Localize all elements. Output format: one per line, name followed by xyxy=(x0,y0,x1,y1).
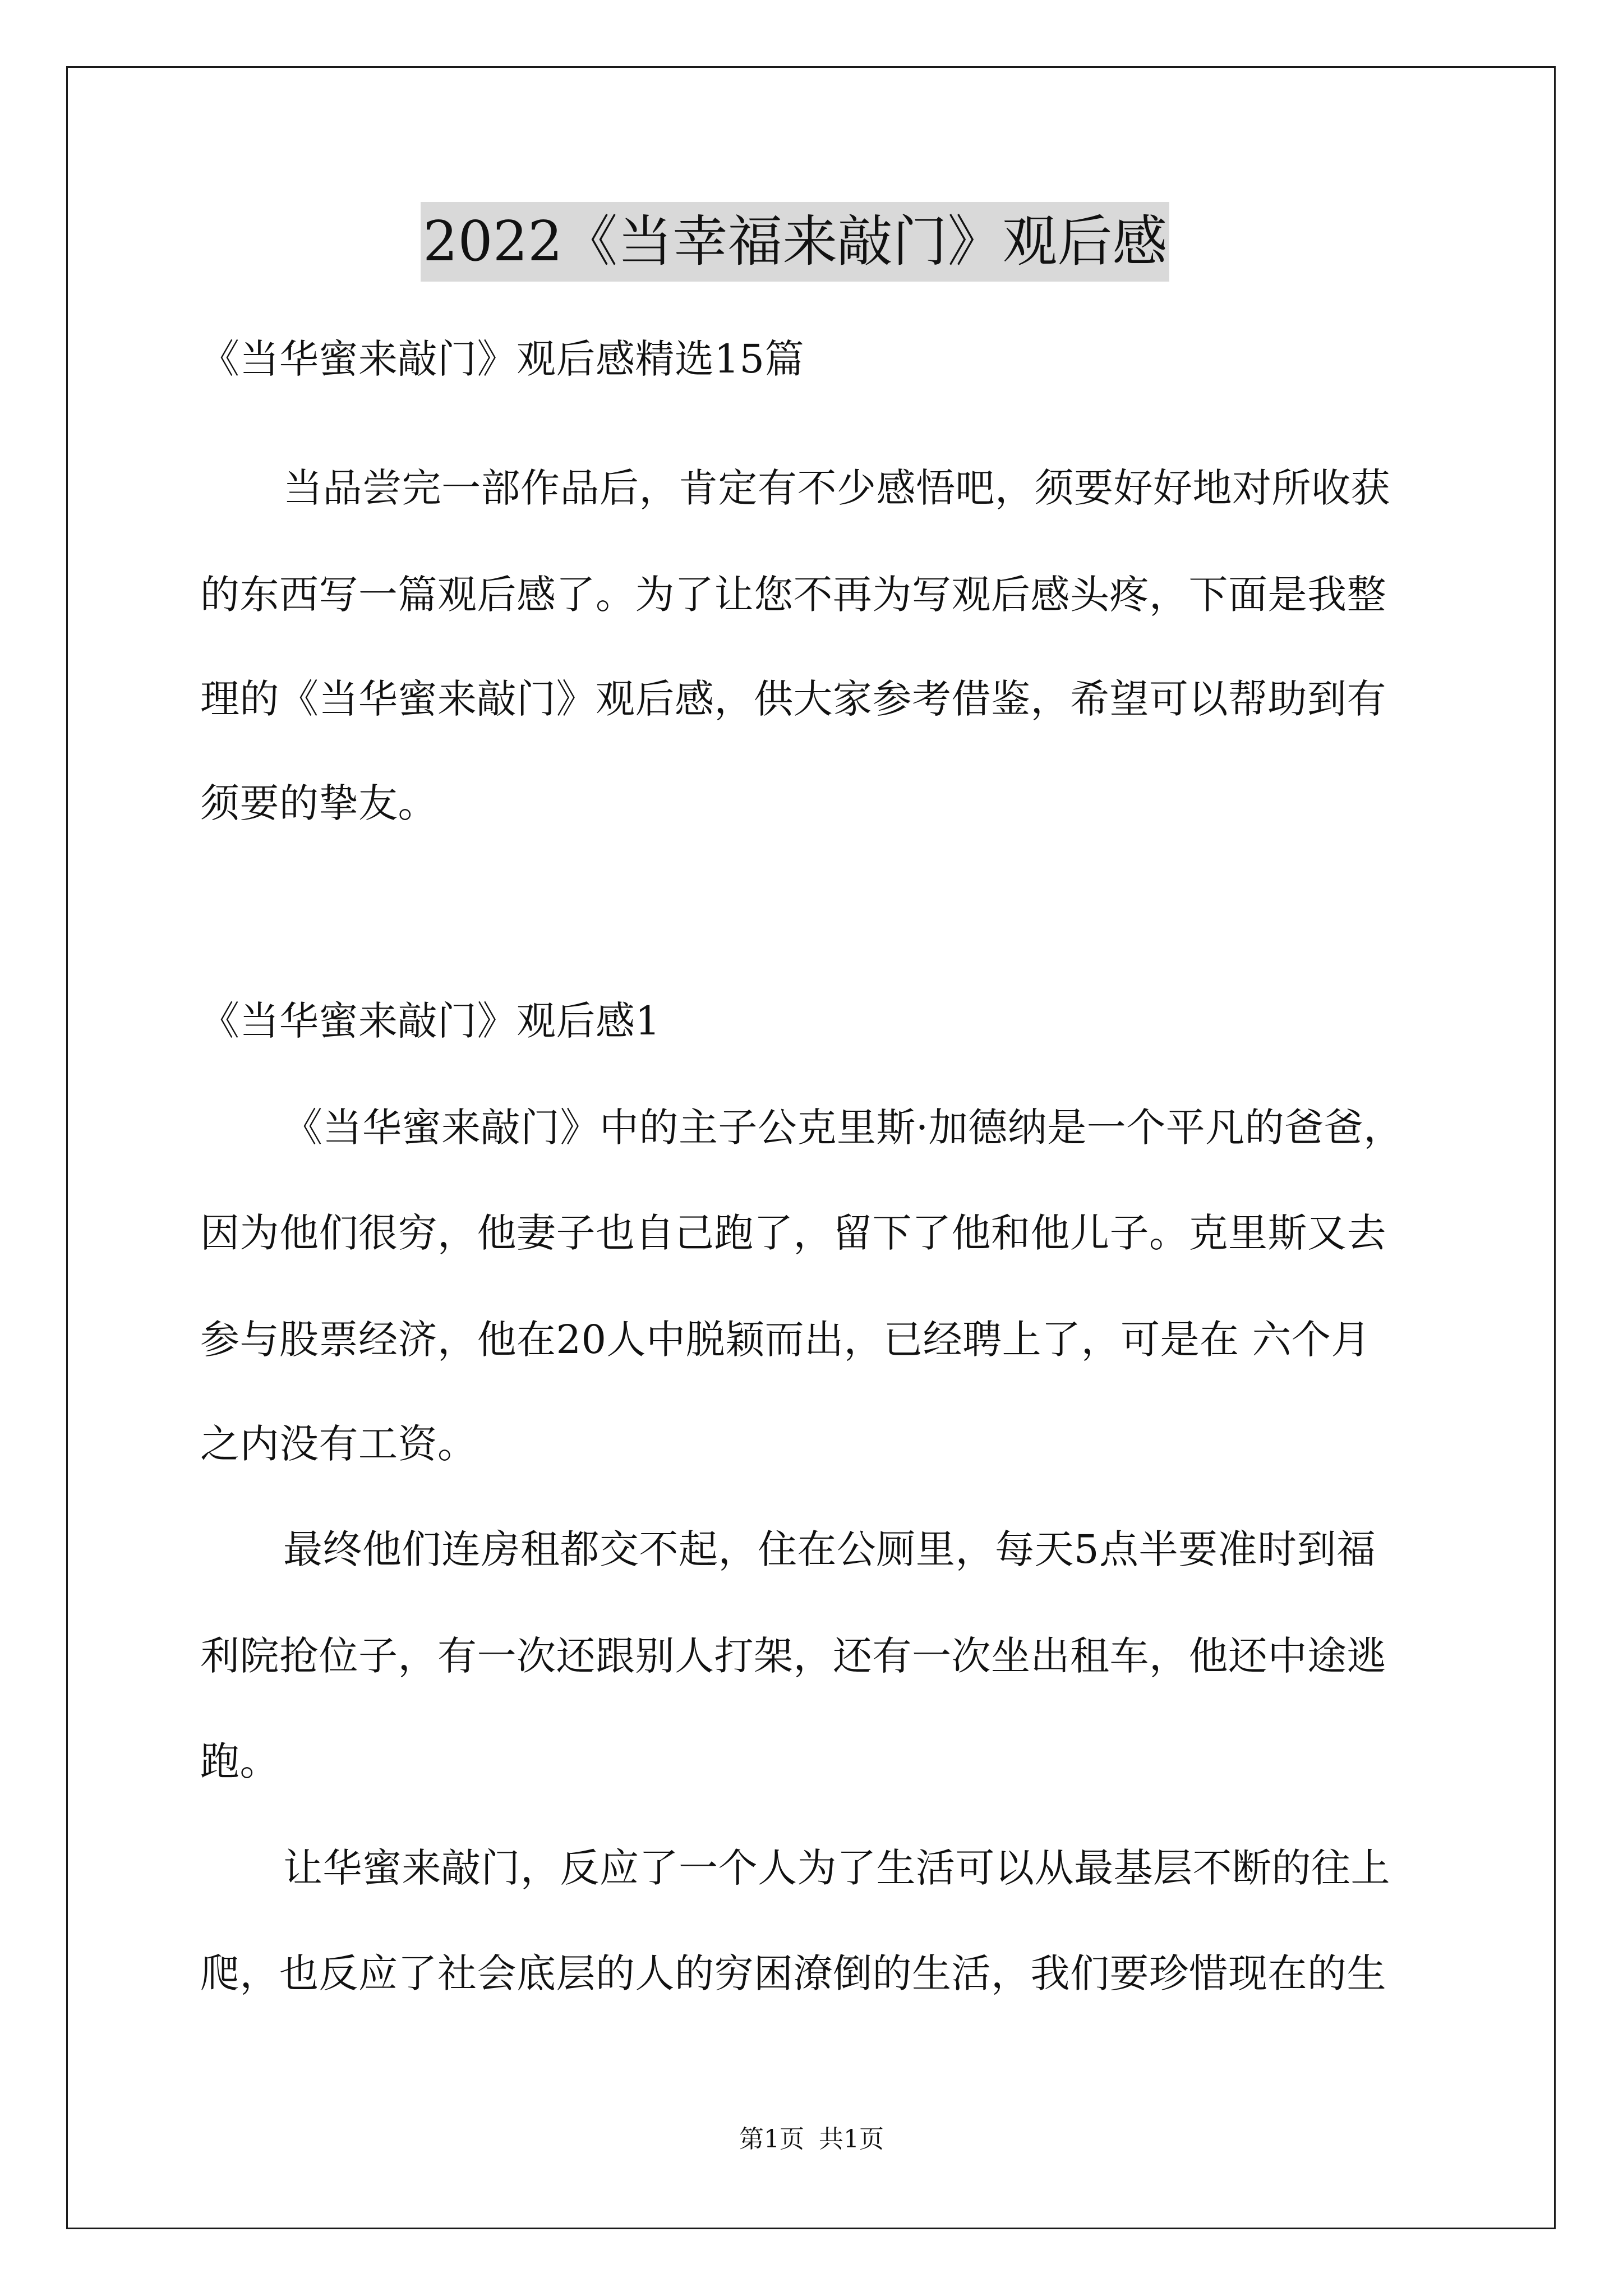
page-footer xyxy=(0,2123,1623,2156)
section-heading: 《当华蜜来敲门》观后感1 xyxy=(200,998,661,1044)
intro-line: 理的《当华蜜来敲门》观后感，供大家参考借鉴，希望可以帮助到有 xyxy=(200,676,1386,722)
document-title: 2022《当幸福来敲门》观后感 xyxy=(421,202,1169,282)
paragraph-line: 最终他们连房租都交不起，住在公厕里，每天5点半要准时到福 xyxy=(283,1526,1376,1572)
paragraph-line: 让华蜜来敲门，反应了一个人为了生活可以从最基层不断的往上 xyxy=(283,1845,1390,1891)
page-total: 共1页 xyxy=(819,2125,884,2154)
intro-line: 的东西写一篇观后感了。为了让您不再为写观后感头疼，下面是我整 xyxy=(200,572,1386,618)
paragraph-line: 《当华蜜来敲门》中的主子公克里斯·加德纳是一个平凡的爸爸， xyxy=(283,1105,1403,1151)
paragraph-line: 因为他们很穷，他妻子也自己跑了，留下了他和他儿子。克里斯又去 xyxy=(200,1210,1386,1256)
intro-line: 须要的挚友。 xyxy=(200,780,437,826)
document-subtitle: 《当华蜜来敲门》观后感精选15篇 xyxy=(200,336,805,382)
paragraph-line: 参与股票经济，他在20人中脱颖而出，已经聘上了，可是在 六个月 xyxy=(200,1317,1371,1363)
paragraph-line: 跑。 xyxy=(200,1738,279,1784)
paragraph-line: 利院抢位子，有一次还跟别人打架，还有一次坐出租车，他还中途逃 xyxy=(200,1633,1386,1679)
intro-line: 当品尝完一部作品后，肯定有不少感悟吧，须要好好地对所收获 xyxy=(283,465,1390,511)
page-number: 第1页 xyxy=(739,2125,804,2154)
paragraph-line: 爬，也反应了社会底层的人的穷困潦倒的生活，我们要珍惜现在的生 xyxy=(200,1950,1386,1996)
paragraph-line: 之内没有工资。 xyxy=(200,1421,477,1467)
